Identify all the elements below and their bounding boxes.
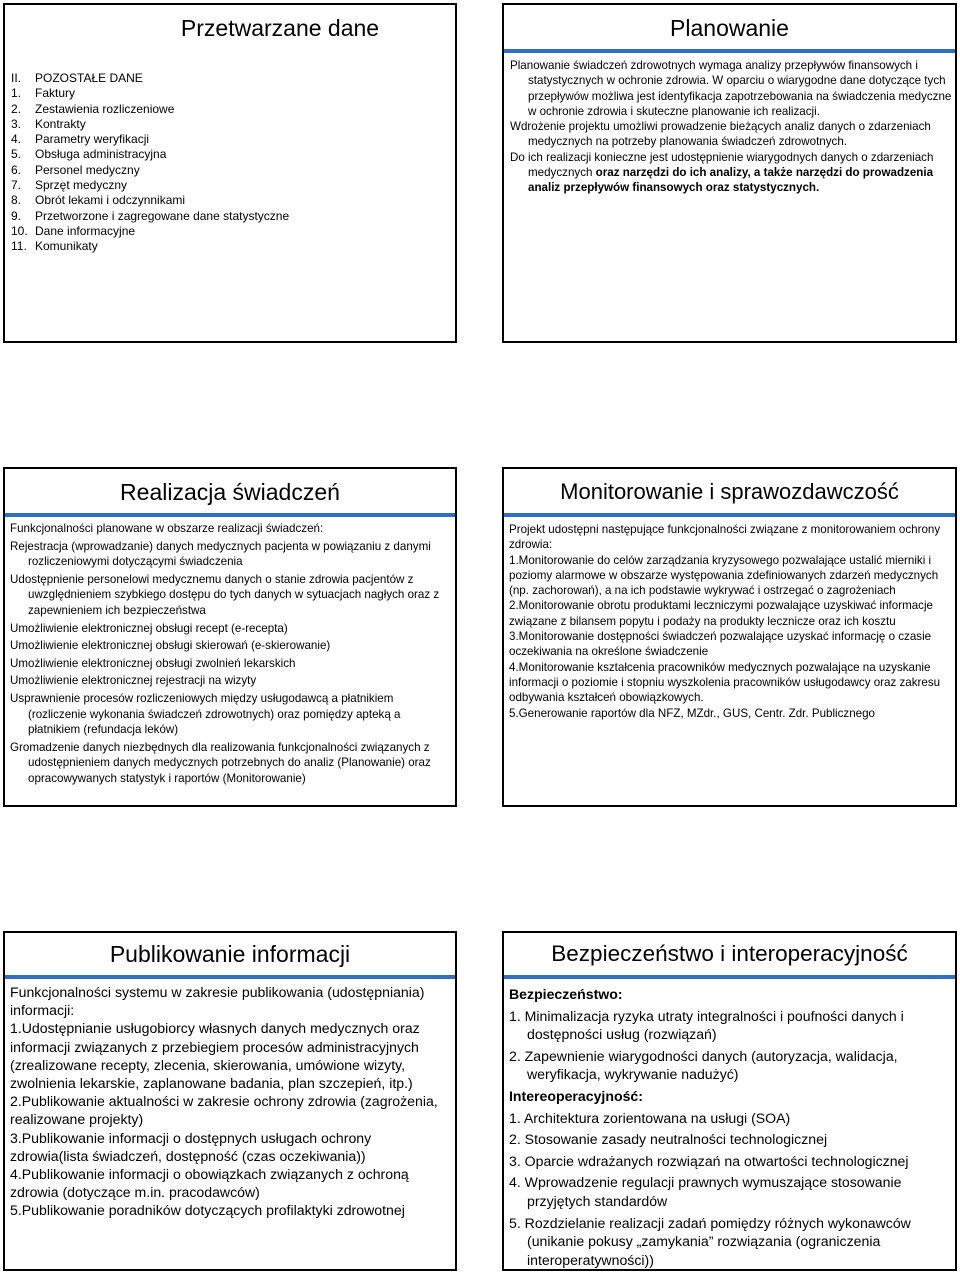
- slide-title: Bezpieczeństwo i interoperacyjność: [551, 941, 908, 966]
- list-item: Gromadzenie danych niezbędnych dla realizowania funkcjonalności związanych z udostępnieniem danych medycznych potrzebnych do analiz (Planowanie) oraz opracowywanych statystyk i raportów (Monitorowanie): [10, 740, 431, 785]
- list-item: 5.Generowanie raportów dla NFZ, MZdr., GUS, Centr. Zdr. Publicznego: [509, 706, 876, 720]
- list-item: 3. Kontrakty: [11, 116, 86, 131]
- list-item: 2. Zestawienia rozliczeniowe: [11, 101, 175, 116]
- list-item: Umożliwienie elektronicznej obsługi recept (e-recepta): [10, 621, 288, 635]
- slide-realizacja-swiadczen: [3, 467, 457, 807]
- slide-planowanie: [502, 3, 957, 343]
- list-item: 10. Dane informacyjne: [11, 223, 136, 238]
- section-heading: Intereoperacyjność:: [509, 1087, 643, 1104]
- list-item: 9. Przetworzone i zagregowane dane statystyczne: [11, 208, 290, 223]
- list-item: 5. Rozdzielanie realizacji zadań pomiędzy różnych wykonawców (unikanie pokusy „zamykania” rozwiązania (ograniczenia interoperatywności)): [509, 1214, 911, 1268]
- list-item: 11. Komunikaty: [11, 239, 98, 254]
- list-item: Funkcjonalności planowane w obszarze realizacji świadczeń:: [10, 522, 324, 535]
- slide-title: Przetwarzane dane: [180, 15, 380, 41]
- list-item: 2.Monitorowanie obrotu produktami leczniczymi pozwalające uzyskiwać informacje związane z bilansem popytu i podaży na produkty lecznicze oraz ich kosztu: [509, 599, 933, 628]
- list-item: 5.Publikowanie poradników dotyczących profilaktyki zdrowotnej: [10, 1202, 405, 1219]
- list-item: 1. Faktury: [11, 86, 76, 101]
- slide-publikowanie-informacji: [3, 931, 457, 1271]
- slide-monitorowanie: [502, 467, 957, 807]
- section-heading: Bezpieczeństwo:: [509, 986, 623, 1002]
- slide-content: [504, 517, 955, 721]
- list-item: Funkcjonalności systemu w zakresie publikowania (udostępniania) informacji:: [10, 984, 425, 1019]
- list-item: Rejestracja (wprowadzanie) danych medycznych pacjenta w powiązaniu z danymi rozliczeniowymi dotyczącymi świadczenia: [10, 539, 431, 569]
- list-item: Usprawnienie procesów rozliczeniowych między usługodawcą a płatnikiem (rozliczenie wykonania świadczeń zdrowotnych) oraz pomiędzy apteką a płatnikiem (refundacja leków): [10, 691, 401, 737]
- list-item: 5. Obsługa administracyjna: [11, 147, 167, 162]
- list-item: Projekt udostępni następujące funkcjonalności związane z monitorowaniem ochrony zdrowia:: [509, 523, 941, 552]
- slide-content: [5, 517, 455, 787]
- paragraph: Wdrożenie projektu umożliwi prowadzenie bieżących analiz danych o zdarzeniach medycznych na potrzeby planowania świadczeń zdrowotnych.: [510, 120, 931, 149]
- paragraph: Do ich realizacji konieczne jest udostępnienie wiarygodnych danych o zdarzeniach medycznych oraz narzędzi do ich analizy, a także narzędzi do prowadzenia analiz przepływów finansowych oraz statystycznych.: [510, 150, 934, 195]
- slide-content: [504, 979, 955, 1269]
- list-item: 3.Publikowanie informacji o dostępnych usługach ochrony zdrowia(lista świadczeń, dostępność (czas oczekiwania)): [10, 1129, 372, 1164]
- list-item: 6. Personel medyczny: [11, 162, 140, 177]
- list-item: Umożliwienie elektronicznej obsługi skierowań (e-skierowanie): [10, 639, 331, 653]
- slide-przetwarzane-dane: [3, 3, 457, 343]
- slide-content: [504, 53, 955, 196]
- list-item: 4.Publikowanie informacji o obowiązkach związanych z ochroną zdrowia (dotyczące m.in. pracodawców): [10, 1166, 409, 1201]
- list-item: Umożliwienie elektronicznej rejestracji na wizyty: [10, 674, 257, 688]
- slide-bezpieczenstwo: [502, 931, 957, 1271]
- list-item: 2. Stosowanie zasady neutralności technologicznej: [509, 1131, 828, 1148]
- list-item: 1.Udostępnianie usługobiorcy własnych danych medycznych oraz informacji związanych z przebiegiem procesów administracyjnych (zrealizowane recepty, zlecenia, skierowania, umówione wizyty, zwolnienia lekarskie, zaplanowane badania, plan szczepień, itp.): [10, 1020, 420, 1092]
- list-item: 4.Monitorowanie kształcenia pracowników medycznych pozwalające na uzyskanie informacji o poziomie i stopniu wyszkolenia pracowników usługodawcy oraz zakresu odbywania kształceń obowiązkowych.: [509, 660, 941, 705]
- list-item: 2. Zapewnienie wiarygodności danych (autoryzacja, walidacja, weryfikacja, wykrywanie nadużyć): [509, 1047, 898, 1083]
- slide-title: Publikowanie informacji: [109, 941, 351, 967]
- list-item: Umożliwienie elektronicznej obsługi zwolnień lekarskich: [10, 656, 296, 670]
- list-item: 1.Monitorowanie do celów zarządzania kryzysowego pozwalające ustalić mierniki i poziomy alarmowe w obszarze występowania zdefiniowanych zdarzeń medycznych (np. zachorowań), a na ich podstawie wykrywać i ostrzegać o zagrożeniach: [509, 553, 939, 598]
- list-item: 4. Wprowadzenie regulacji prawnych wymuszające stosowanie przyjętych standardów: [509, 1174, 902, 1209]
- slide-title: Realizacja świadczeń: [120, 479, 340, 505]
- slide-title: Monitorowanie i sprawozdawczość: [560, 479, 899, 504]
- slide-title: Planowanie: [670, 15, 789, 41]
- list-item: 3. Oparcie wdrażanych rozwiązań na otwartości technologicznej: [509, 1152, 909, 1169]
- list-item: 1. Minimalizacja ryzyka utraty integralności i poufności danych i dostępności usług (rozwiązań): [509, 1007, 904, 1043]
- slide-content: [5, 979, 455, 1220]
- list-item: 7. Sprzęt medyczny: [11, 178, 128, 193]
- data-list: [11, 71, 289, 255]
- list-item: 2.Publikowanie aktualności w zakresie ochrony zdrowia (zagrożenia, realizowane projekty): [10, 1093, 438, 1128]
- list-item: 4. Parametry weryfikacji: [11, 132, 150, 147]
- list-item: II. POZOSTAŁE DANE: [11, 71, 143, 85]
- list-item: 8. Obrót lekami i odczynnikami: [11, 193, 186, 208]
- paragraph: Planowanie świadczeń zdrowotnych wymaga analizy przepływów finansowych i statystycznych w ochronie zdrowia. W oparciu o wiarygodne dane dotyczące tych przepływów możliwa jest identyfikacja zapotrzebowania na świadczenia medyczne w ochronie zdrowia i skuteczne planowanie ich realizacji.: [510, 59, 952, 118]
- list-item: 3.Monitorowanie dostępności świadczeń pozwalające uzyskać informację o czasie oczekiwania na określone świadczenie: [509, 630, 932, 659]
- list-item: Udostępnienie personelowi medycznemu danych o stanie zdrowia pacjentów z uwzględnieniem szybkiego dostępu do tych danych w sytuacjach nagłych oraz z zapewnieniem ich bezpieczeństwa: [10, 572, 440, 617]
- list-item: 1. Architektura zorientowana na usługi (SOA): [509, 1109, 791, 1126]
